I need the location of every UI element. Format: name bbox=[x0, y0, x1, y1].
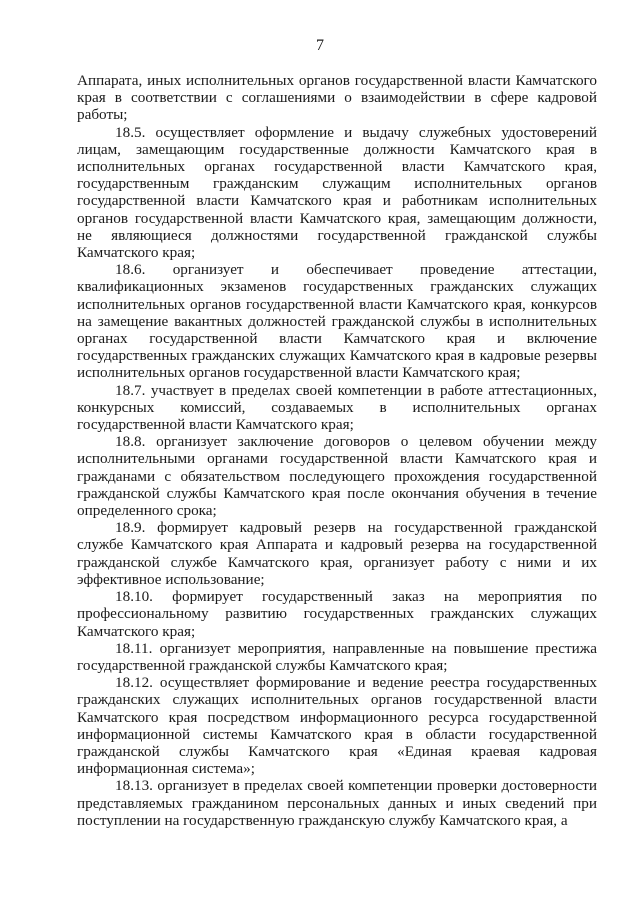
paragraph-18-5: 18.5. осуществляет оформление и выдачу служебных удостоверений лицам, замещающим государственные должности Камчатского края в исполнительных органах государственной власти Камчатского края, государственным гражданским служащим исполнительных органов государственной власти Камчатского края и работникам исполнительных органов государственной власти Камчатского края, замещающим должности, не являющиеся должностями государственной гражданской службы Камчатского края; bbox=[77, 123, 597, 262]
paragraph-18-11: 18.11. организует мероприятия, направленные на повышение престижа государственной гражданской службы Камчатского края; bbox=[77, 639, 597, 674]
paragraph-18-9: 18.9. формирует кадровый резерв на государственной гражданской службе Камчатского края Аппарата и кадровый резерва на государственной гражданской службе Камчатского края, организует работу с ними и их эффективное использование; bbox=[77, 519, 597, 588]
paragraph-18-8: 18.8. организует заключение договоров о целевом обучении между исполнительными органами государственной власти Камчатского края и гражданами с обязательством последующего прохождения государственной гражданской службы Камчатского края после окончания обучения в течение определенного срока; bbox=[77, 433, 597, 520]
paragraph-18-7: 18.7. участвует в пределах своей компетенции в работе аттестационных, конкурсных комиссий, создаваемых в исполнительных органах государственной власти Камчатского края; bbox=[77, 381, 597, 434]
paragraph-18-10: 18.10. формирует государственный заказ на мероприятия по профессиональному развитию государственных гражданских служащих Камчатского края; bbox=[77, 588, 597, 640]
paragraph-continuation: Аппарата, иных исполнительных органов государственной власти Камчатского края в соответствии с соглашениями о взаимодействии в сфере кадровой работы; bbox=[77, 72, 597, 124]
document-body bbox=[77, 72, 597, 829]
page-number: 7 bbox=[316, 37, 324, 54]
paragraph-18-13: 18.13. организует в пределах своей компетенции проверки достоверности представляемых гражданином персональных данных и иных сведений при поступлении на государственную гражданскую службу Камчатского края, а bbox=[77, 777, 597, 829]
paragraph-18-6: 18.6. организует и обеспечивает проведение аттестации, квалификационных экзаменов государственных гражданских служащих исполнительных органов государственной власти Камчатского края, конкурсов на замещение вакантных должностей гражданской службы в исполнительных органах государственной власти Камчатского края и включение государственных гражданских служащих Камчатского края в кадровые резервы исполнительных органов государственной власти Камчатского края; bbox=[77, 261, 597, 382]
paragraph-18-12: 18.12. осуществляет формирование и ведение реестра государственных гражданских служащих исполнительных органов государственной власти Камчатского края посредством информационного ресурса государственной информационной системы Камчатского края в области государственной гражданской службы Камчатского края «Единая краевая кадровая информационная система»; bbox=[77, 674, 597, 778]
